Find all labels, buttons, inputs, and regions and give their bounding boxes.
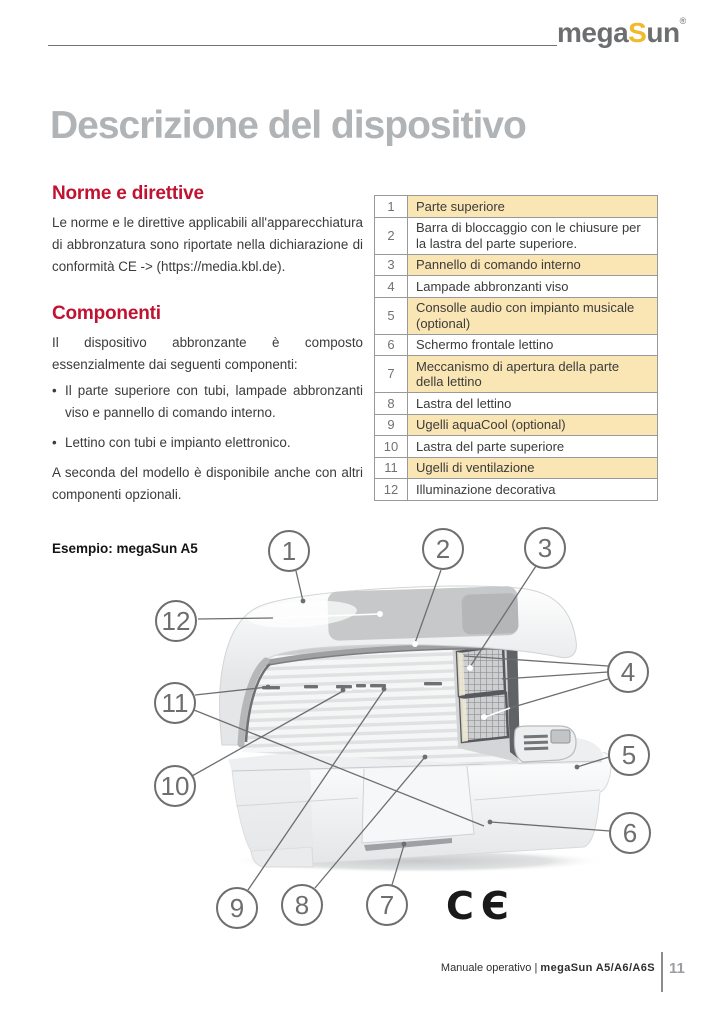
base-center-panel (362, 760, 474, 843)
megasun-logo (557, 16, 686, 49)
header-rule (48, 45, 557, 46)
table-row (375, 436, 658, 458)
list-item-text: Il parte superiore con tubi, lampade abbronzanti viso e pannello di comando interno. (65, 383, 363, 420)
part-desc: Lastra del parte superiore (408, 436, 658, 458)
part-desc: Ugelli aquaCool (optional) (408, 414, 658, 436)
svg-text:4: 4 (620, 657, 636, 687)
footer-manual-label: Manuale operativo (440, 962, 532, 974)
footer-separator: | (534, 962, 538, 974)
page-number: 11 (669, 960, 685, 977)
part-desc: Lastra del lettino (408, 393, 658, 415)
svg-text:9: 9 (229, 893, 245, 923)
table-row (375, 356, 658, 393)
part-number: 11 (375, 457, 408, 479)
part-desc: Lampade abbronzanti viso (408, 276, 658, 298)
componenti-intro: Il dispositivo abbronzante è composto essenzialmente dai seguenti componenti: (52, 335, 363, 372)
callout-8 (282, 885, 322, 925)
table-row (375, 393, 658, 415)
part-desc: Pannello di comando interno (408, 254, 658, 276)
svg-text:6: 6 (622, 818, 638, 848)
table-row (375, 297, 658, 334)
callout-4 (608, 652, 648, 692)
part-number: 3 (375, 254, 408, 276)
callout-3 (525, 528, 565, 568)
list-item-text: Lettino con tubi e impianto elettronico. (65, 435, 291, 450)
part-number: 7 (375, 356, 408, 393)
decor-light-panel-dark (461, 593, 518, 635)
callout-1 (269, 531, 309, 571)
list-item (52, 432, 363, 454)
callout-2 (423, 529, 463, 569)
part-number: 10 (375, 436, 408, 458)
callout-6 (610, 813, 650, 853)
part-number: 6 (375, 334, 408, 356)
part-number: 5 (375, 297, 408, 334)
svg-text:11: 11 (161, 688, 189, 718)
ce-mark: CЄ (446, 884, 516, 928)
part-desc: Barra di bloccaggio con le chiusure per la lastra del parte superiore. (408, 217, 658, 254)
svg-text:8: 8 (294, 890, 310, 920)
page-title: Descrizione del dispositivo (50, 104, 526, 147)
device-diagram (148, 518, 704, 942)
footer-product-label: megaSun A5/A6/A6S (540, 962, 655, 974)
svg-text:5: 5 (621, 740, 637, 770)
parts-table (374, 195, 658, 501)
table-row (375, 457, 658, 479)
table-row (375, 196, 658, 218)
callout-7 (367, 885, 407, 925)
logo-s: S (628, 17, 647, 48)
part-desc: Meccanismo di apertura della parte della lettino (408, 356, 658, 393)
part-number: 12 (375, 479, 408, 501)
part-number: 2 (375, 217, 408, 254)
table-row (375, 334, 658, 356)
part-number: 9 (375, 414, 408, 436)
audio-console (514, 726, 576, 762)
table-row (375, 479, 658, 501)
part-desc: Illuminazione decorativa (408, 479, 658, 501)
part-desc: Ugelli di ventilazione (408, 457, 658, 479)
componenti-list (52, 380, 363, 454)
table-row (375, 276, 658, 298)
logo-un: un (646, 17, 680, 48)
footer-text (441, 962, 655, 974)
part-number: 1 (375, 196, 408, 218)
list-item (52, 380, 363, 424)
table-row (375, 254, 658, 276)
norme-paragraph: Le norme e le direttive applicabili all'apparecchiatura di abbronzatura sono riportate nella dichiarazione di conformità CE -> (https://media.kbl.de). (52, 215, 363, 274)
callout-5 (609, 735, 649, 775)
table-row (375, 414, 658, 436)
tanning-bed-illustration (220, 586, 612, 873)
text-column (52, 183, 363, 508)
svg-text:2: 2 (435, 534, 451, 564)
part-number: 8 (375, 393, 408, 415)
table-row (375, 217, 658, 254)
part-desc: Schermo frontale lettino (408, 334, 658, 356)
registered-mark: ® (679, 16, 686, 26)
svg-text:7: 7 (379, 890, 395, 920)
bullet-glyph: • (52, 435, 57, 450)
componenti-outro: A seconda del modello è disponibile anche con altri componenti opzionali. (52, 465, 363, 502)
part-desc: Consolle audio con impianto musicale (optional) (408, 297, 658, 334)
svg-text:1: 1 (281, 536, 297, 566)
section-heading-componenti: Componenti (52, 303, 161, 324)
part-desc: Parte superiore (408, 196, 658, 218)
svg-text:12: 12 (161, 606, 191, 636)
console-screen (551, 730, 570, 743)
footer-divider (661, 952, 663, 992)
callout-9 (217, 888, 257, 928)
callout-11 (155, 683, 195, 723)
svg-text:10: 10 (160, 771, 190, 801)
logo-mega: mega (557, 17, 629, 48)
svg-text:3: 3 (537, 533, 553, 563)
bullet-glyph: • (52, 383, 57, 398)
part-number: 4 (375, 276, 408, 298)
section-heading-norme: Norme e direttive (52, 183, 204, 204)
callout-10 (155, 766, 195, 806)
callout-12 (156, 601, 196, 641)
diagram-caption: Esempio: megaSun A5 (52, 541, 198, 556)
